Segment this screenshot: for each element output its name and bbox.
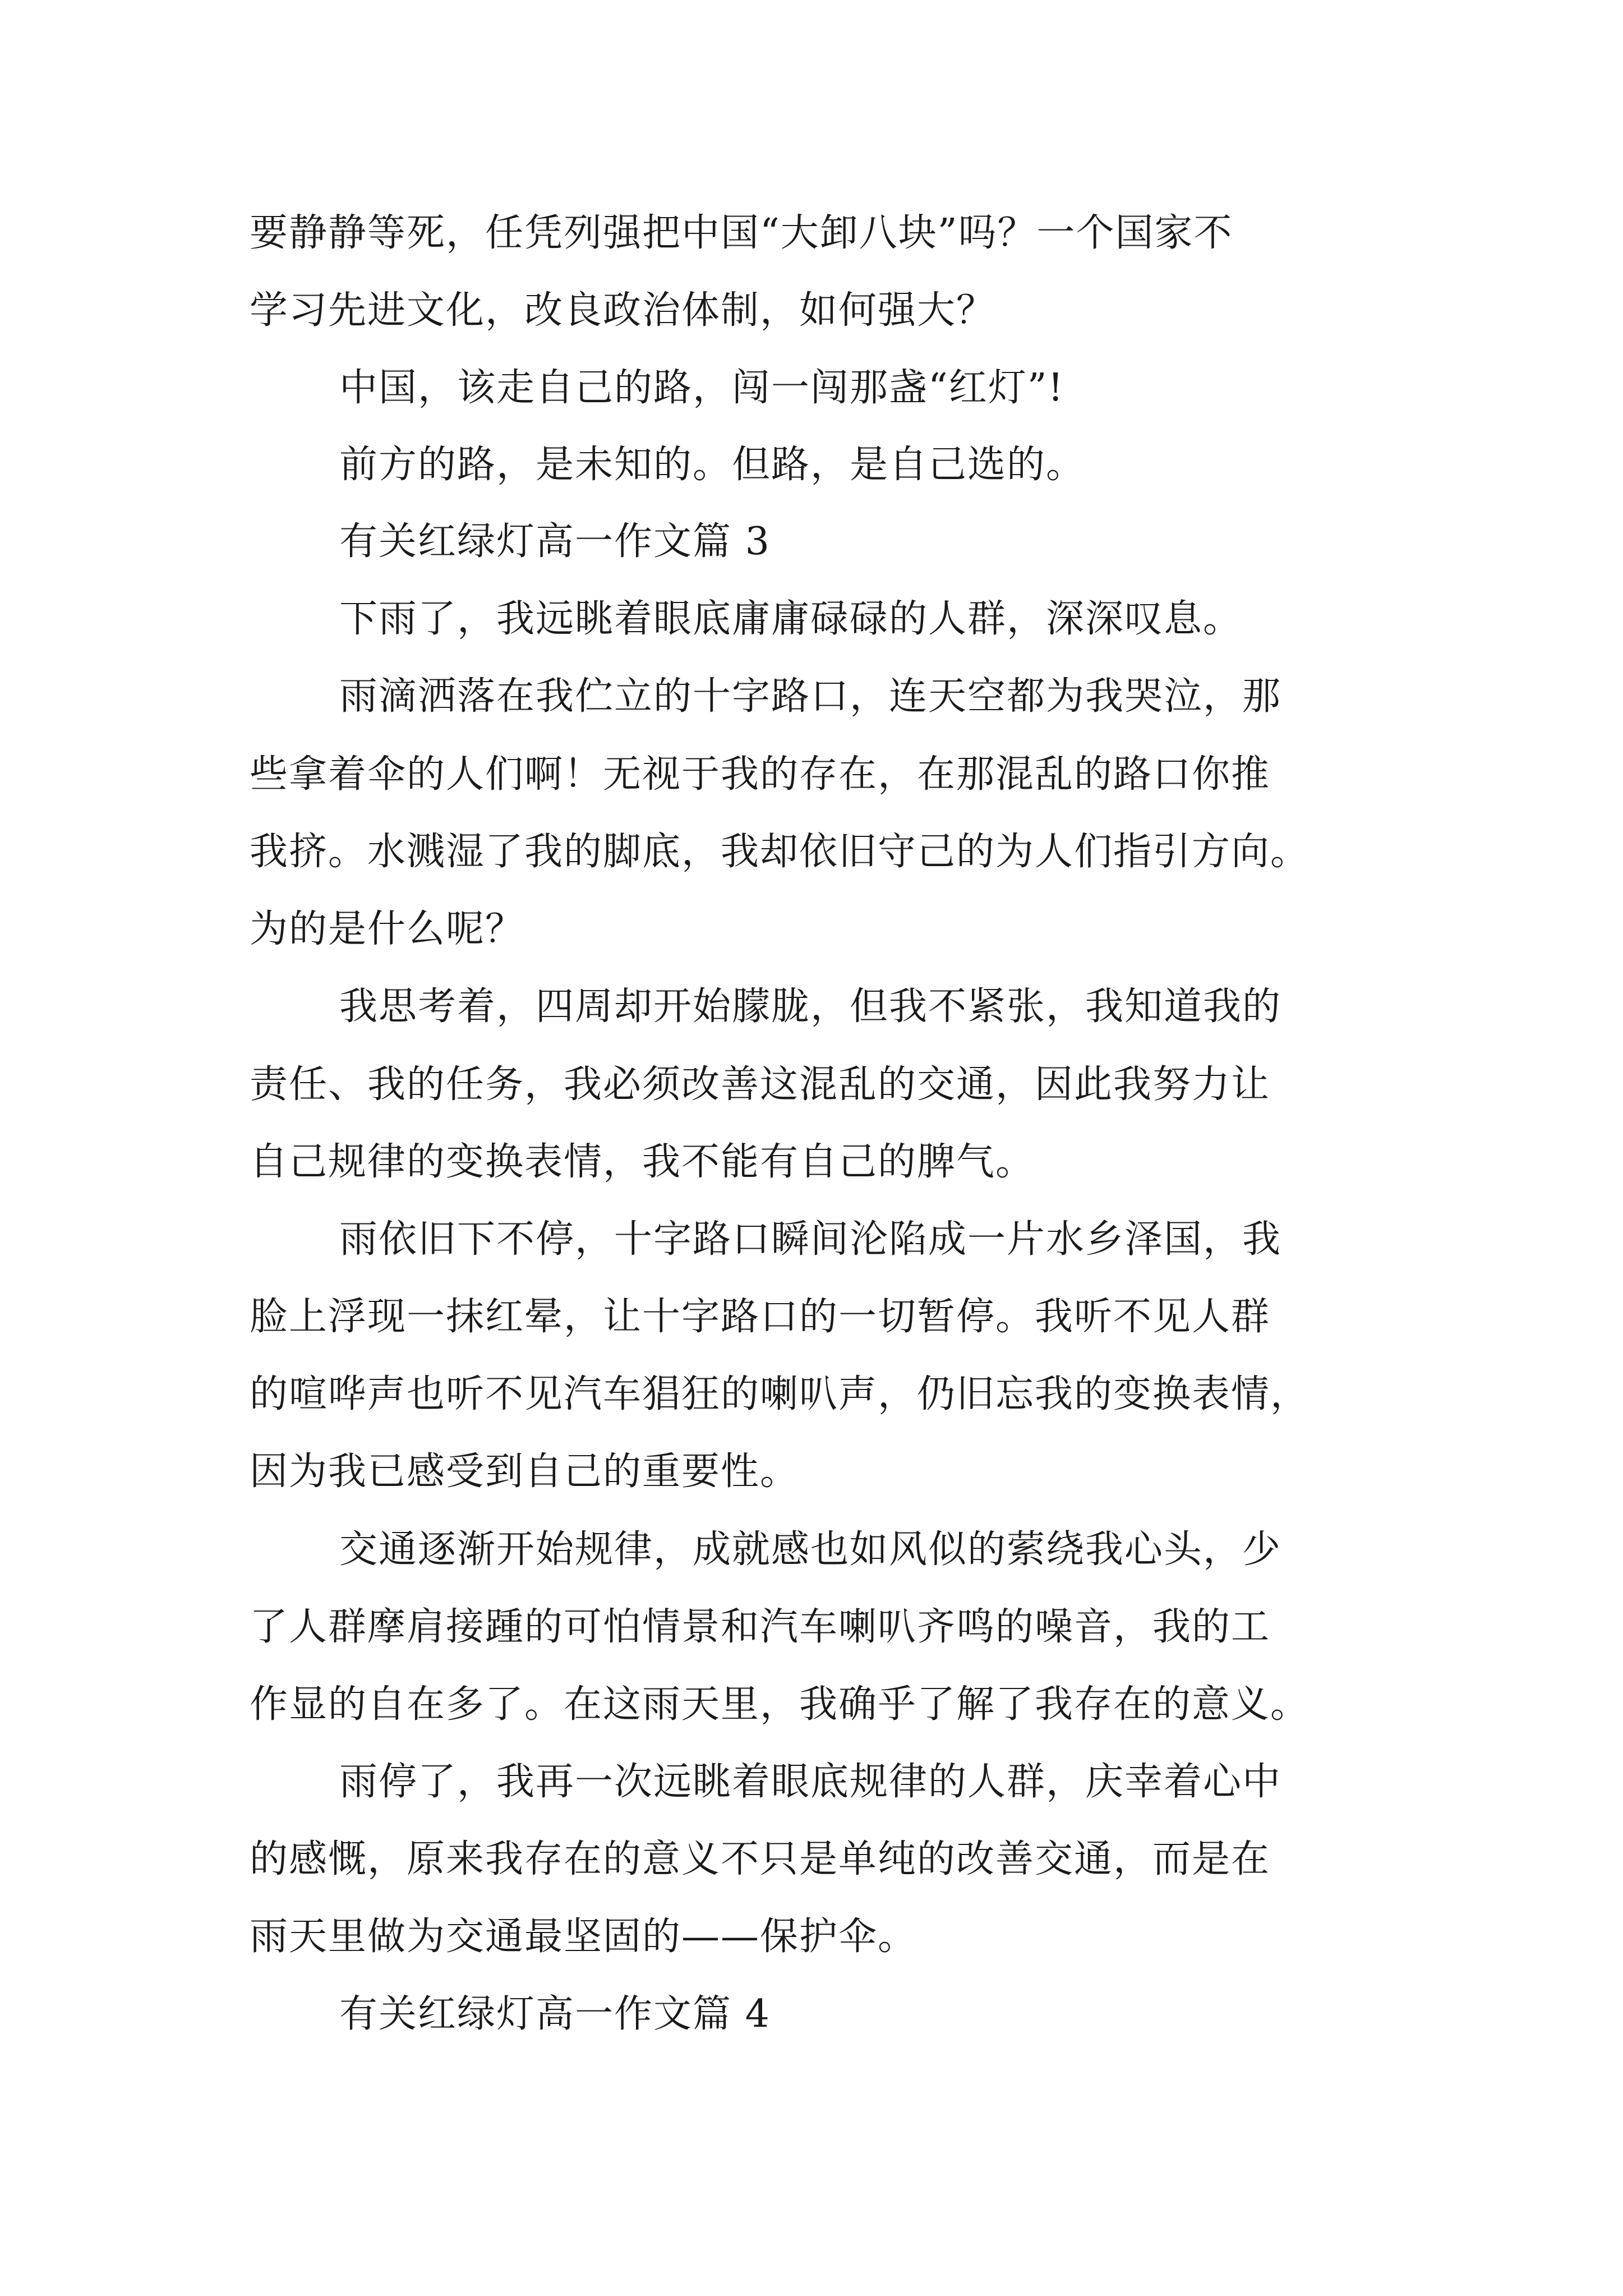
text-line: 雨天里做为交通最坚固的——保护伞。 bbox=[250, 1915, 917, 1959]
text-line: 的喧哗声也听不见汽车猖狂的喇叭声，仍旧忘我的变换表情， bbox=[250, 1372, 1310, 1416]
section-heading: 有关红绿灯高一作文篇 3 bbox=[339, 519, 771, 564]
text-line: 下雨了，我远眺着眼底庸庸碌碌的人群，深深叹息。 bbox=[339, 597, 1243, 641]
text-line: 雨滴洒落在我伫立的十字路口，连天空都为我哭泣，那 bbox=[339, 674, 1282, 719]
text-line: 中国，该走自己的路，闯一闯那盏“红灯”! bbox=[339, 366, 1064, 410]
text-line: 了人群摩肩接踵的可怕情景和汽车喇叭齐鸣的噪音，我的工 bbox=[250, 1605, 1271, 1649]
text-line: 责任、我的任务，我必须改善这混乱的交通，因此我努力让 bbox=[250, 1062, 1271, 1107]
text-line: 自己规律的变换表情，我不能有自己的脾气。 bbox=[250, 1140, 1035, 1184]
text-line: 的感慨，原来我存在的意义不只是单纯的改善交通，而是在 bbox=[250, 1837, 1271, 1881]
text-line: 前方的路，是未知的。但路，是自己选的。 bbox=[339, 443, 1086, 487]
text-line: 学习先进文化，改良政治体制，如何强大？ bbox=[250, 288, 996, 333]
text-line: 些拿着伞的人们啊！无视于我的存在，在那混乱的路口你推 bbox=[250, 752, 1271, 797]
text-line: 作显的自在多了。在这雨天里，我确乎了解了我存在的意义。 bbox=[250, 1682, 1310, 1727]
section-heading: 有关红绿灯高一作文篇 4 bbox=[339, 1992, 771, 2036]
text-line: 雨依旧下不停，十字路口瞬间沦陷成一片水乡泽国，我 bbox=[339, 1217, 1282, 1262]
text-line: 脸上浮现一抹红晕，让十字路口的一切暂停。我听不见人群 bbox=[250, 1295, 1271, 1339]
text-line: 雨停了，我再一次远眺着眼底规律的人群，庆幸着心中 bbox=[339, 1760, 1282, 1804]
text-line: 我思考着，四周却开始朦胧，但我不紧张，我知道我的 bbox=[339, 984, 1282, 1029]
text-line: 要静静等死，任凭列强把中国“大卸八块”吗？一个国家不 bbox=[250, 211, 1233, 255]
text-line: 为的是什么呢？ bbox=[250, 907, 525, 951]
text-line: 交通逐渐开始规律，成就感也如风似的萦绕我心头，少 bbox=[339, 1527, 1282, 1572]
text-line: 我挤。水溅湿了我的脚底，我却依旧守己的为人们指引方向。 bbox=[250, 830, 1310, 874]
text-line: 因为我已感受到自己的重要性。 bbox=[250, 1450, 800, 1494]
